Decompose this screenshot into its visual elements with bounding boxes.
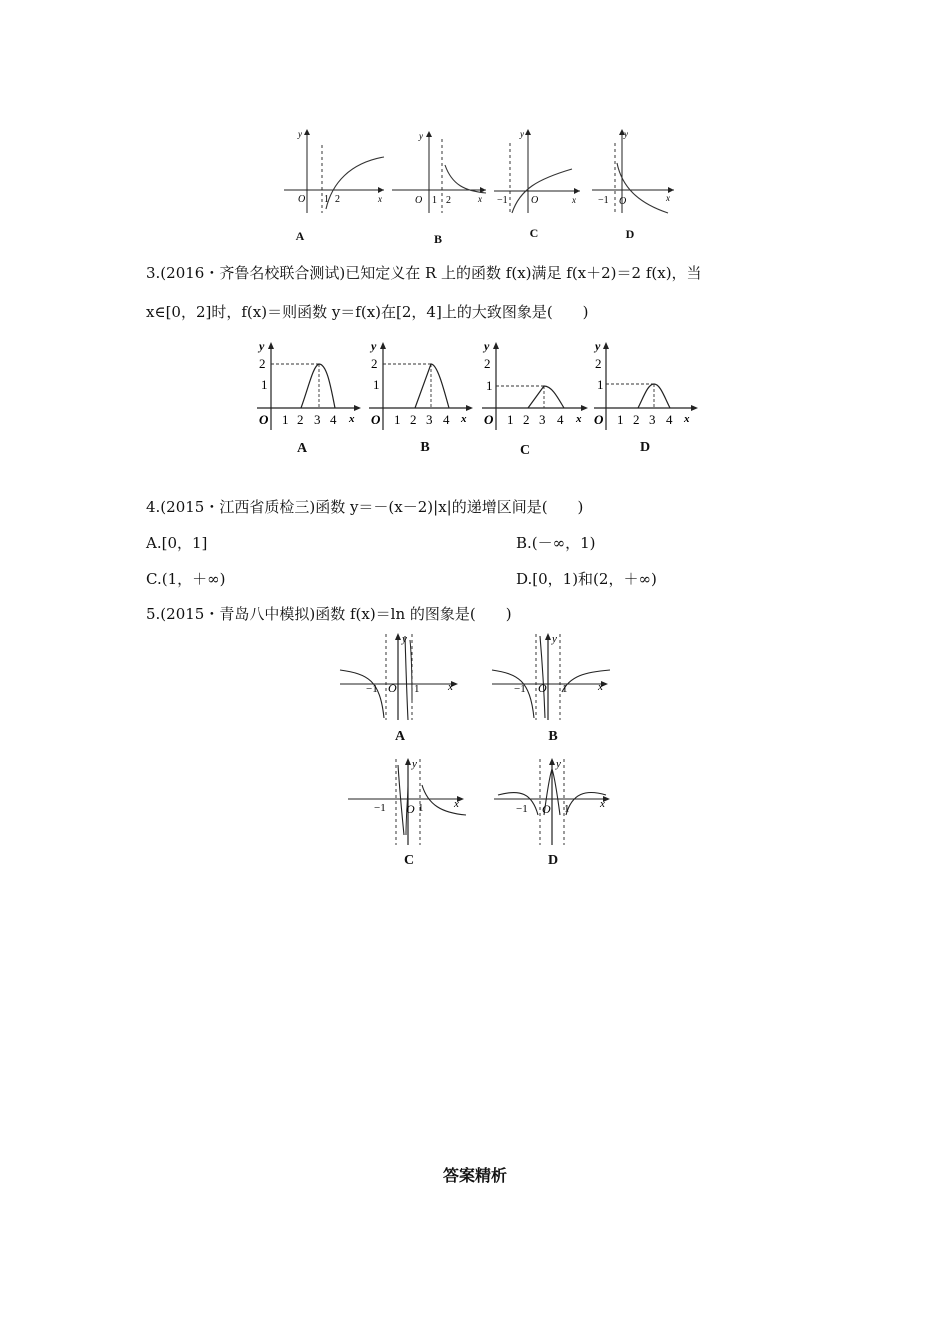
x-label: x [576,413,582,425]
q3-graph-c [480,338,592,433]
tick-neg1: −1 [497,195,508,206]
y-label: y [412,758,417,770]
y-tick-2: 2 [595,356,602,371]
origin-label: O [531,195,539,206]
y-tick-1: 1 [373,377,380,392]
q2-caption-b: B [433,232,442,246]
x-tick-1: 1 [507,412,514,427]
q3-caption-a: A [296,441,308,456]
tick-1: 1 [418,802,424,814]
x-tick-2: 2 [410,412,417,427]
y-label: y [520,129,524,139]
y-label: y [556,758,561,770]
x-label: x [378,194,382,204]
tick-1: 1 [562,683,568,695]
x-label: x [454,798,459,810]
origin-label: O [259,412,269,427]
q3-caption-d: D [639,440,651,455]
y-label: y [298,129,302,139]
origin-label: O [298,194,306,205]
q4-option-b: B.(－∞，1) [516,534,596,552]
x-label: x [478,194,482,204]
q5-caption-c: C [403,853,415,868]
tick-1: 1 [324,194,329,205]
y-tick-2: 2 [259,356,266,371]
x-label: x [666,193,670,203]
origin-label: O [538,681,547,695]
q5-graph-c [346,755,470,847]
y-label: y [552,633,557,645]
y-tick-1: 1 [261,377,268,392]
tick-neg1: −1 [598,195,609,206]
q4-option-c: C.(1，＋∞) [146,570,226,588]
origin-label: O [388,681,397,695]
y-tick-1: 1 [486,378,493,393]
x-tick-4: 4 [330,412,337,427]
q3-stem-line2: x∈[0，2]时，f(x)＝则函数 y＝f(x)在[2，4]上的大致图象是( ) [146,303,589,321]
x-tick-2: 2 [297,412,304,427]
x-tick-1: 1 [282,412,289,427]
q5-caption-d: D [547,853,559,868]
x-tick-3: 3 [539,412,546,427]
q5-stem: 5.(2015・青岛八中模拟)函数 f(x)＝ln 的图象是( ) [146,605,512,623]
q2-caption-a: A [295,229,305,243]
origin-label: O [415,195,423,206]
q2-graph-b [390,125,490,215]
tick-2: 2 [446,195,451,206]
origin-label: O [406,802,415,816]
tick-neg1: −1 [514,683,526,695]
x-tick-2: 2 [523,412,530,427]
q3-caption-c: C [519,443,531,458]
origin-label: O [542,802,551,816]
origin-label: O [594,412,604,427]
y-tick-2: 2 [371,356,378,371]
origin-label: O [484,412,494,427]
q5-caption-a: A [394,729,406,744]
q5-graph-a [338,630,462,722]
y-label: y [624,129,628,139]
tick-1: 1 [432,195,437,206]
y-label: y [259,339,265,353]
tick-neg1: −1 [516,803,528,815]
x-tick-4: 4 [443,412,450,427]
y-label: y [371,339,377,353]
q2-caption-c: C [529,226,539,240]
q2-caption-d: D [625,227,635,241]
x-tick-3: 3 [314,412,321,427]
x-tick-2: 2 [633,412,640,427]
q5-graph-d [492,755,616,847]
tick-1: 1 [564,803,570,815]
tick-neg1: −1 [374,802,386,814]
x-tick-1: 1 [394,412,401,427]
x-tick-3: 3 [426,412,433,427]
tick-neg1: −1 [366,683,378,695]
x-tick-4: 4 [666,412,673,427]
y-label: y [484,339,490,353]
x-tick-3: 3 [649,412,656,427]
q3-graph-b [367,338,477,433]
x-label: x [448,681,453,693]
q2-graph-c [492,125,584,215]
q4-option-d: D.[0，1)和(2，＋∞) [516,570,657,588]
x-label: x [598,681,603,693]
y-tick-1: 1 [597,377,604,392]
x-tick-4: 4 [557,412,564,427]
q3-graph-a [255,338,365,433]
q3-graph-d [592,338,702,433]
y-tick-2: 2 [484,356,491,371]
x-label: x [572,195,576,205]
x-label: x [600,798,605,810]
origin-label: O [619,196,627,207]
x-tick-1: 1 [617,412,624,427]
tick-1: 1 [414,683,420,695]
q2-graph-d [590,125,680,215]
y-label: y [595,339,601,353]
y-label: y [419,131,423,141]
q5-caption-b: B [548,729,558,744]
y-label: y [402,633,407,645]
tick-2: 2 [335,194,340,205]
origin-label: O [371,412,381,427]
q3-stem-line1: 3.(2016・齐鲁名校联合测试)已知定义在 R 上的函数 f(x)满足 f(x＋2)＝2 f(x)，当 [146,264,702,282]
x-label: x [684,413,690,425]
q3-caption-b: B [420,440,430,455]
q5-graph-b [490,630,614,722]
x-label: x [349,413,355,425]
q4-option-a: A.[0，1] [146,534,208,552]
x-label: x [461,413,467,425]
q2-graph-a [280,125,390,215]
q4-stem: 4.(2015・江西省质检三)函数 y＝－(x－2)|x|的递增区间是( ) [146,498,584,516]
answer-section-title: 答案精析 [442,1166,507,1185]
